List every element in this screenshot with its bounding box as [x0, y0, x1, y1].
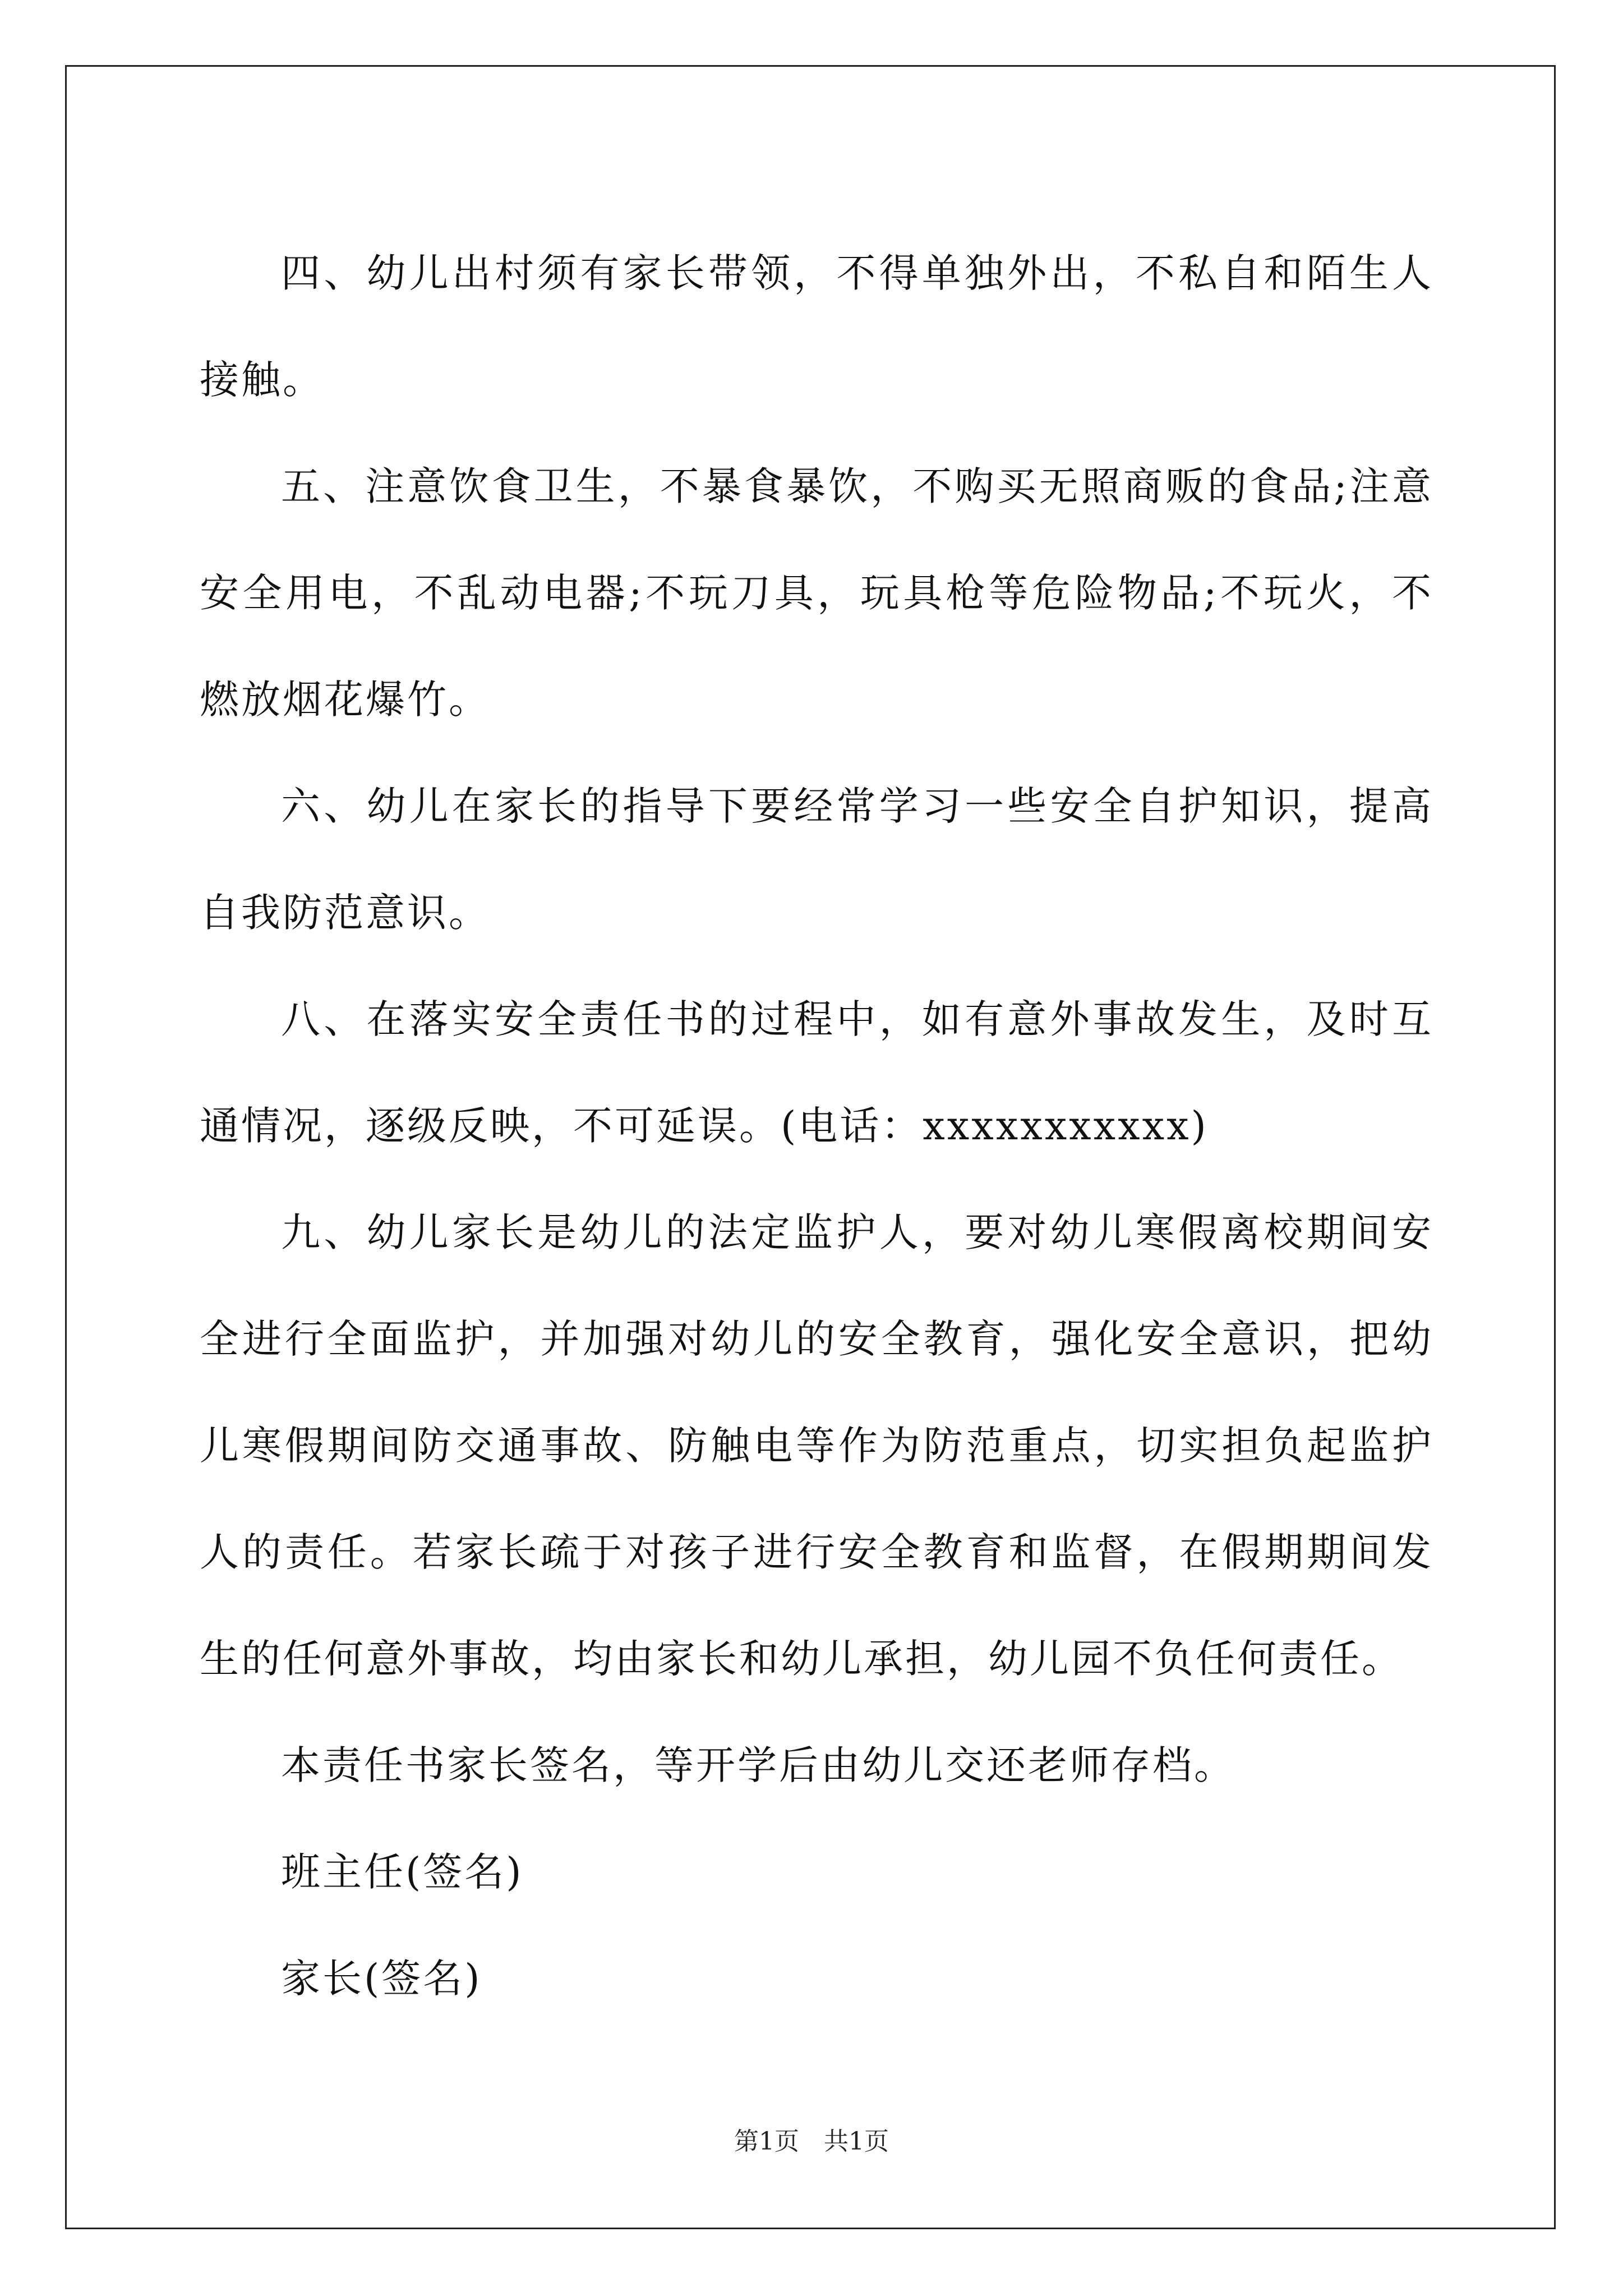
page-number: 第1页 共1页	[734, 2127, 889, 2156]
clause-six: 六、幼儿在家长的指导下要经常学习一些安全自护知识，提高自我防范意识。	[200, 783, 1433, 936]
clause-nine: 九、幼儿家长是幼儿的法定监护人，要对幼儿寒假离校期间安全进行全面监护，并加强对幼儿的安全教育，强化安全意识，把幼儿寒假期间防交通事故、防触电等作为防范重点，切实担负起监护人的责任。若家长疏于对孩子进行安全教育和监督，在假期期间发生的任何意外事故，均由家长和幼儿承担，幼儿园不负任何责任。	[200, 1209, 1433, 1682]
clause-eight: 八、在落实安全责任书的过程中，如有意外事故发生，及时互通情况，逐级反映，不可延误。(电话：xxxxxxxxxxx)	[200, 996, 1433, 1149]
parent-signature-line: 家长(签名)	[281, 1955, 482, 2001]
signature-note: 本责任书家长签名，等开学后由幼儿交还老师存档。	[281, 1742, 1235, 1788]
document-body	[200, 220, 1433, 2032]
teacher-signature-line: 班主任(签名)	[281, 1849, 524, 1895]
clause-five: 五、注意饮食卫生，不暴食暴饮，不购买无照商贩的食品;注意安全用电，不乱动电器;不玩刀具，玩具枪等危险物品;不玩火，不燃放烟花爆竹。	[200, 463, 1433, 723]
clause-four: 四、幼儿出村须有家长带领，不得单独外出，不私自和陌生人接触。	[200, 250, 1433, 403]
